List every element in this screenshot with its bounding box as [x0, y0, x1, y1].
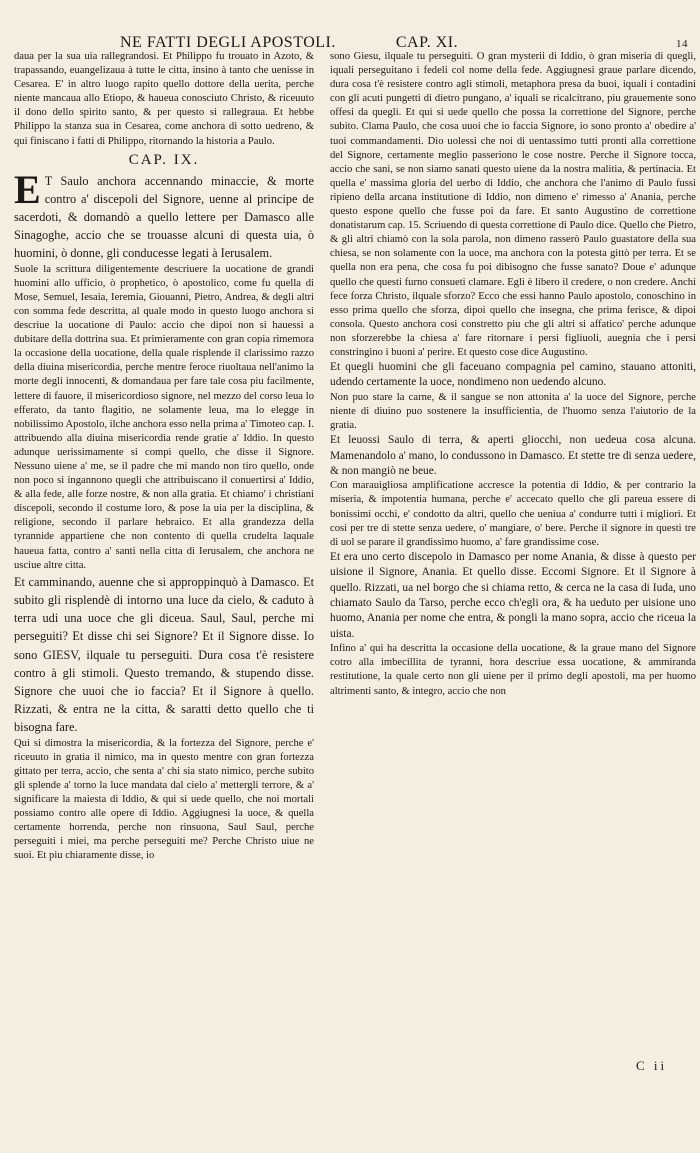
- drop-cap: E: [14, 166, 41, 212]
- running-chapter: CAP. XI.: [395, 34, 459, 51]
- commentary-paragraph: Con marauigliosa amplificatione accresce la potentia di Iddio, & per contrario la miseria, & impotentia humana, perche e' accecato quello che gli pareua essere di bonissimi occhi, e' condotto da altri, quello che ueniua a' condurre tutti i migliori. Et cosi per tre di stette senza uedere, o' mangiare, o' bere. Perche il signore in questi tre di uol se parare il grandissimo huomo, a' fare grandissime cose.: [330, 480, 696, 548]
- commentary-paragraph: sono Giesu, ilquale tu perseguiti. O gran mysterii di Iddio, ò gran miseria di quegli, iquali perseguitano i fedeli col nome della fede. Aggiugnesi graue parlare dicendo, dura cosa t'è resistere contro agli stimoli, metaphora presa da buoi, iquali i contadini con gli acuti pungetti di dietro pungano, a' iquali se ricalcitrano, piu grauemente sono offesi da quegli. Et qui si uede quello che possa la correttione del Signore, perche subito. Clama Paulo, che cosa uuoi che io faccia Signore, io sono pronto a' obedire a' tuoi commandamenti. Dio uolessi che noi di uentassimo tutti pronti alla correttione del Signore, certamente meglio passeriono le cose nostre. Perche il Signore tocca, accio che sani, se non siamo sanati questo uiene da la nostra malitia, & pertinacia. Et quella e' massima gloria del uerbo di Iddio, che anchora che l'animo di Paulo fussi ripieno della arcana institutione di Iddio, non dimeno e' rimesso a' Anania, perche questo espone quello che fusse poi da fare. Et santo Augustino de correttione donatistarum cap. 15. Scriuendo di questa correttione di Paulo dice. Quello che Pietro, & gli altri chiamò con la sola parola, non dimeno rasserò Paulo guastatore della sua chiesa, se non solamente con la uoce, ma anchora con la potesta gittò per terra. Et se quella non era pena, che cosa fu poi dibisogno che fusse sanato? Doue e' adunque quello che questi furno consueti clamare. Egli è libero il credere, o non credere. Anchi fece forza Christo, ilquale sforzo? Ecco che essi hanno Paulo apostolo, conoschino in esso prima quello che sforza, dipoi quello che insegna, che prima ferisce, & dipoi consola. Questo anchora cosi constretto piu che gli altri si affatico' perche adunque non sforzerebbe la chiesa a' fare ritornare i persi figliuoli, auegnia che i persi constringino i buoni a' perire. Et questo cose dice Augustino.: [330, 51, 696, 358]
- commentary-paragraph: Non puo stare la carne, & il sangue se non attonita a' la uoce del Signore, perche niente di diuino puo sostenere la insufficientia, de l'huomo senza l'aiutorio de la gratia.: [330, 391, 696, 432]
- scripture-passage: Et quegli huomini che gli faceuano compagnia pel camino, stauano attoniti, udendo certamente la uoce, nondimeno non uedendo alcuno.: [330, 361, 696, 389]
- signature-mark: C ii: [636, 1058, 668, 1073]
- scripture-passage: [14, 166, 314, 263]
- scripture-passage: Et leuossi Saulo di terra, & aperti gliocchi, non uedeua cosa alcuna. Mamenandolo a' mano, lo condussono in Damasco. Et stette tre di senza uedere, & non mangiò ne beue.: [330, 434, 696, 477]
- chapter-heading: CAP. IX.: [128, 151, 200, 168]
- running-title: NE FATTI DEGLI APOSTOLI.: [120, 34, 336, 51]
- right-column: [330, 50, 696, 1105]
- paragraph: daua per la sua uia rallegrandosi. Et Philippo fu trouato in Azoto, & trapassando, euangelizaua à tutte le citta, insino à tanto che uenisse in Cesarea. E' in altro luogo rapito quello dottore della uerita, perche niente mancaua allo Etiopo, & haueua conosciuto Christo, & riceuuto il dono dello spirito santo, & per questo si rallegraua. Et hebbe Philippo la stanza sua in Cesarea, come anchora di sotto uedreno, & qui finiscano i fatti di Philippo, ritornando la historia a Paulo.: [14, 51, 314, 147]
- scripture-text: T Saulo anchora accennando minaccie, & morte contro a' discepoli del Signore, uenne al principe de sacerdoti, & domandò a quello lettere per Damasco alle Sinagoghe, accio che se trouasse alcuni di questa uia, ò huomini, ò donne, gli conducesse legati à Ierusalem.: [14, 173, 314, 261]
- left-column: [14, 50, 314, 1085]
- scripture-passage: Et era uno certo discepolo in Damasco per nome Anania, & disse à questo per uisione il Signore, Anania. Et quello disse. Eccomi Signore. Et il Signore à quello. Rizzati, ua nel borgo che si chiama retto, & cerca ne la casa di Iuda, uno chiamato Saulo da Tarso, perche ecco ch'egli ora, & ha ueduto per uisione uno huomo, Anania per nome che entra, & pongli la mano sopra, accio che riceua la uista.: [330, 550, 696, 640]
- commentary-paragraph: Infino a' qui ha descritta la occasione della uocatione, & la graue mano del Signore cotro alla imbecillita de tyranni, hora descriue essa uocatione, & ammiranda restitutione, la quale certo non gli uiene per il primo degli apostoli, ma per huomo altrimenti santo, & integro, accio che non: [330, 643, 696, 697]
- folio-number: 14: [676, 38, 688, 50]
- commentary-paragraph: Qui si dimostra la misericordia, & la fortezza del Signore, perche e' riceuuto in gratia il nimico, ma in questo mentre con gran fortezza gittato per terra, accio, che senta a' chi sia stato nimico, perche subito gli splende a' torno la luce mandata dal cielo a' mettergli terrore, & a' significare la maiesta di Iddio, & qui si uede quello, che noi mortali possiamo contro alle opere di Iddio. Aggiugnesi la uoce, & quella certamente horrenda, perche non rinsuona, Saul Saul, perche perseguiti i miei, ma perche perseguiti me? Perche Christo uiue ne suoi. Et piu chiaramente disse, io: [14, 737, 314, 862]
- commentary-paragraph: Suole la scrittura diligentemente descriuere la uocatione de grandi huomini allo ufficio, ò prophetico, ò apostolico, come fu quella di Mose, Semuel, Iesaia, Ieremia, Giouanni, Pietro, Andrea, & degli altri con somma fede descritta, al quale modo in questo luogo anchora si descriue la uocatione di Paulo: accio che dipoi non si hauessi a dubitare della dottrina sua. Et primieramente con gran copia rimemora la occasione della uocatione, della quale risplende il clarissimo razzo della diuina misericordia, perche mentre feroce riuoltaua nell'animo la morte degli innocenti, & domandaua per fare tale cosa piu facilmente, lettere di fauore, il misericordioso signore, nel mezzo del corso leua lo efferato, da tanto flagitio, ne solamente leua, ma lo elegge in nobilissimo Apostolo, ilche anchora esso nella prima a' Timoteo cap. I. attribuendo alla diuina misericordia rende gratie a' Iddio. In questo adunque uerissimamente si compì quello, che disse il Signore. Nessuno uiene a' me, se il padre che mi mando non tiro quello, onde non poco si ingannono quegli che attribuiscano il conuertirsi a' Iddio, & alla fede, alle forze nostre, & non alla gratia. Et chiamo' i christiani discepoli, secondo il costume loro, & pose la uia per la disciplina, & religione, secondo il parlare hebraico. Et alla grandezza della tyrannide appartiene che non contento di quella crudelta laquale haueua fatta, contro a' santi nella citta di Ierusalem, che anchora ne usciue altre citta.: [14, 263, 314, 571]
- scripture-passage: Et camminando, auenne che si approppinquò à Damasco. Et subito gli risplendè di intorno una luce da cielo, & caduto à terra udi una uoce che gli diceua. Saul, Saul, perche mi perseguiti? Et disse chi sei Signore? Et il Signore disse. Io sono GIESV, ilquale tu perseguiti. Dura cosa t'è resistere contro à gli stimoli. Questo tremando, & stupendo disse. Signore che uuoi che io faccia? Et il Signore à quello. Rizzati, & entra ne la citta, & saratti detto quello che ti bisogna fare.: [14, 574, 314, 735]
